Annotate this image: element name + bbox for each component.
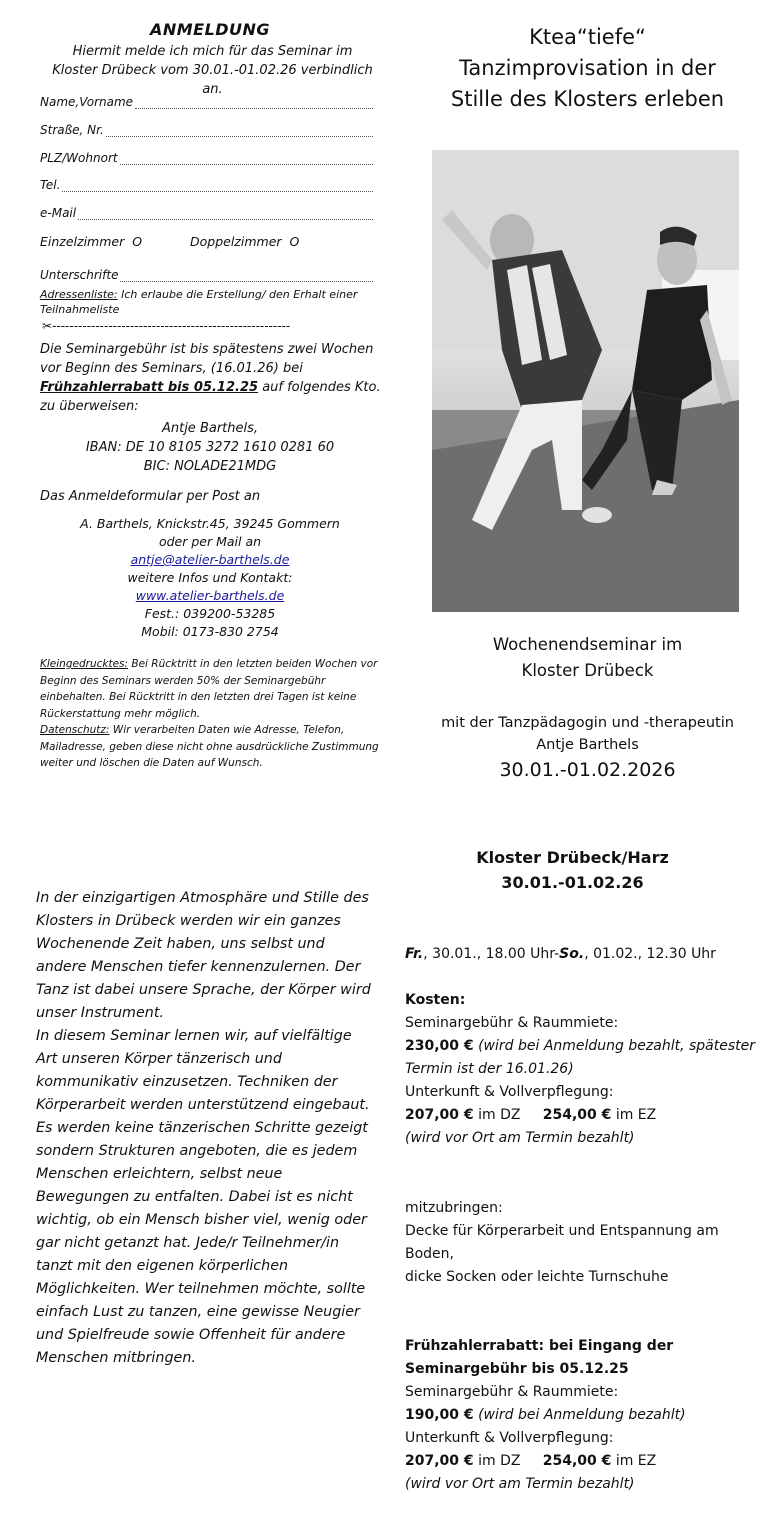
early-bird-section: Frühzahlerrabatt: bei Eingang der Seminargebühr bis 05.12.25 Seminargebühr & Raummiete: 190,00 € (wird bei Anmeldung bezahlt) Unterkunft & Vollverpflegung: 207,00 € im DZ 254,00 € im EZ (wird vor Ort am Termin bezahlt) — [405, 1335, 750, 1496]
bic: BIC: NOLADE21MDG — [143, 459, 277, 474]
address-list-consent: Adressenliste: Ich erlaube die Erstellung/ den Erhalt einer Teilnahmeliste — [40, 288, 358, 316]
city-field[interactable]: PLZ/Wohnort — [40, 151, 373, 165]
dancers-illustration — [432, 150, 739, 612]
costs-title: Kosten: — [405, 992, 466, 1008]
mobile: Mobil: 0173-830 2754 — [141, 624, 279, 639]
early-bird-title: Frühzahlerrabatt: bei Eingang der Seminargebühr bis 05.12.25 — [405, 1338, 674, 1377]
location-heading: Kloster Drübeck/Harz 30.01.-01.02.26 — [476, 848, 669, 892]
double-room-checkbox[interactable]: O — [289, 234, 300, 249]
costs-section: Kosten: Seminargebühr & Raummiete: 230,00 € (wird bei Anmeldung bezahlt, spätester Termin ist der 16.01.26) Unterkunft & Vollverpflegung: 207,00 € im DZ 254,00 € im EZ (wird vor Ort am Termin bezahlt) — [405, 989, 760, 1150]
website-link[interactable]: www.atelier-barthels.de — [135, 588, 285, 603]
bring-section: mitzubringen: Decke für Körperarbeit und Entspannung am Boden, dicke Socken oder leichte Turnschuhe — [405, 1200, 719, 1285]
bank-details — [40, 419, 380, 476]
iban: IBAN: DE 10 8105 3272 1610 0281 60 — [85, 440, 335, 455]
small-print: Kleingedrucktes: Bei Rücktritt in den letzten beiden Wochen vor Beginn des Seminars werden 50% der Seminargebühr einbehalten. Bei Rücktritt in den letzten drei Tagen ist keine Rückerstattung mehr möglich. Datenschutz: Wir verarbeiten Daten wie Adresse, Telefon, Mailadresse, geben diese nicht ohne ausdrückliche Zustimmung weiter und löschen die Daten auf Wunsch. — [40, 658, 379, 769]
contact-block: A. Barthels, Knickstr.45, 39245 Gommern oder per Mail an antje@atelier-barthels.de weitere Infos und Kontakt: www.atelier-barthels.de Fest.: 039200-53285 Mobil: 0173-830 2754 — [40, 515, 380, 641]
bank-name: Antje Barthels, — [161, 421, 259, 436]
post-instruction: Das Anmeldeformular per Post an — [40, 489, 261, 504]
fee-instructions: Die Seminargebühr ist bis spätestens zwei Wochen vor Beginn des Seminars, (16.01.26) bei Frühzahlerrabatt bis 05.12.25 auf folgendes Kto. zu überweisen: — [40, 342, 381, 414]
postal-address: A. Barthels, Knickstr.45, 39245 Gommern — [80, 516, 340, 531]
fee-amount: 230,00 € — [405, 1038, 474, 1054]
seminar-description: In der einzigartigen Atmosphäre und Stille des Klosters in Drübeck werden wir ein ganzes Wochenende Zeit haben, uns selbst und andere Menschen tiefer kennenzulernen. Der Tanz ist dabei unsere Sprache, der Körper wird unser Instrument. In diesem Seminar lernen wir, auf vielfältige Art unseren Körper tänzerisch und kommunikativ einzusetzen. Techniken der Körperarbeit werden unterstützend eingebaut. Es werden keine tänzerischen Schritte gezeigt sondern Strukturen angeboten, die es jedem Menschen erleichtern, selbst neue Bewegungen zu entfalten. Dabei ist es nicht wichtig, ob ein Mensch bisher viel, wenig oder gar nicht getanzt hat. Jede/r Teilnehmer/in tanzt mit den eigenen körperlichen Möglichkeiten. Wer teilnehmen möchte, sollte einfach Lust zu tanzen, eine gewisse Neugier und Spielfreude sowie Offenheit für andere Menschen mitbringen. — [36, 890, 371, 1366]
cut-line: ✂------------------------------------------------------- — [42, 319, 291, 333]
cover-instructor: mit der Tanzpädagogin und -therapeutin Antje Barthels — [441, 715, 734, 753]
email-link[interactable]: antje@atelier-barthels.de — [130, 552, 290, 567]
email-field[interactable]: e-Mail — [40, 206, 373, 220]
street-field[interactable]: Straße, Nr. — [40, 123, 373, 137]
landline: Fest.: 039200-53285 — [144, 606, 276, 621]
single-room-checkbox[interactable]: O — [132, 234, 143, 249]
cover-date: 30.01.-01.02.2026 — [499, 759, 676, 781]
early-bird-label: Frühzahlerrabatt bis 05.12.25 — [40, 380, 259, 395]
phone-field[interactable]: Tel. — [40, 178, 373, 192]
signature-field[interactable]: Unterschrifte — [40, 268, 373, 282]
schedule: Fr., 30.01., 18.00 Uhr-So., 01.02., 12.30 Uhr — [405, 946, 716, 962]
registration-intro: Hiermit melde ich mich für das Seminar im Kloster Drübeck vom 30.01.-01.02.26 verbindlich an. — [52, 44, 373, 97]
cover-title: Ktea“tiefe“ Tanzimprovisation in der Stille des Klosters erleben — [450, 25, 725, 111]
cover-subtitle: Wochenendseminar im Kloster Drübeck — [492, 635, 683, 680]
dancers-photo — [432, 150, 739, 612]
double-room-option[interactable]: Doppelzimmer O — [190, 234, 300, 249]
single-room-option[interactable]: Einzelzimmer O — [40, 234, 143, 249]
registration-title: ANMELDUNG — [149, 20, 271, 39]
name-field[interactable]: Name,Vorname — [40, 95, 373, 109]
